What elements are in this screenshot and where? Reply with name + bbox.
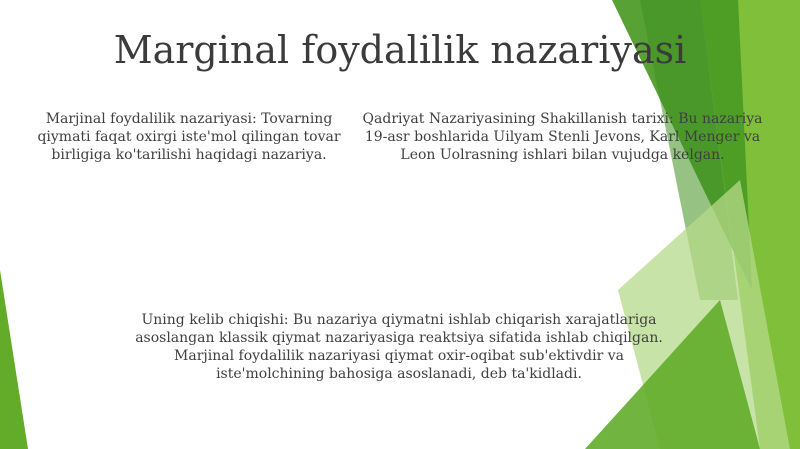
text-block-history: Qadriyat Nazariyasining Shakillanish tarixi: Bu nazariya 19-asr boshlarida Uilyam Stenli Jevons, Karl Menger va Leon Uolrasning ishlari bilan vujudga kelgan. — [362, 111, 763, 163]
left-corner-green-shape — [0, 270, 28, 449]
text-block-origin: Uning kelib chiqishi: Bu nazariya qiymatni ishlab chiqarish xarajatlariga asoslangan klassik qiymat nazariyasiga reaktsiya sifatida ishlab chiqilgan. Marjinal foydalilik nazariyasi qiymat oxir-oqibat sub'ektivdir va iste'molchining bahosiga asoslanadi, deb ta'kidladi. — [135, 312, 663, 382]
text-block-definition: Marjinal foydalilik nazariyasi: Tovarning qiymati faqat oxirgi iste'mol qilingan tovar birligiga ko'tarilishi haqidagi nazariya. — [37, 111, 341, 163]
slide-title: Marginal foydalilik nazariyasi — [113, 28, 687, 72]
